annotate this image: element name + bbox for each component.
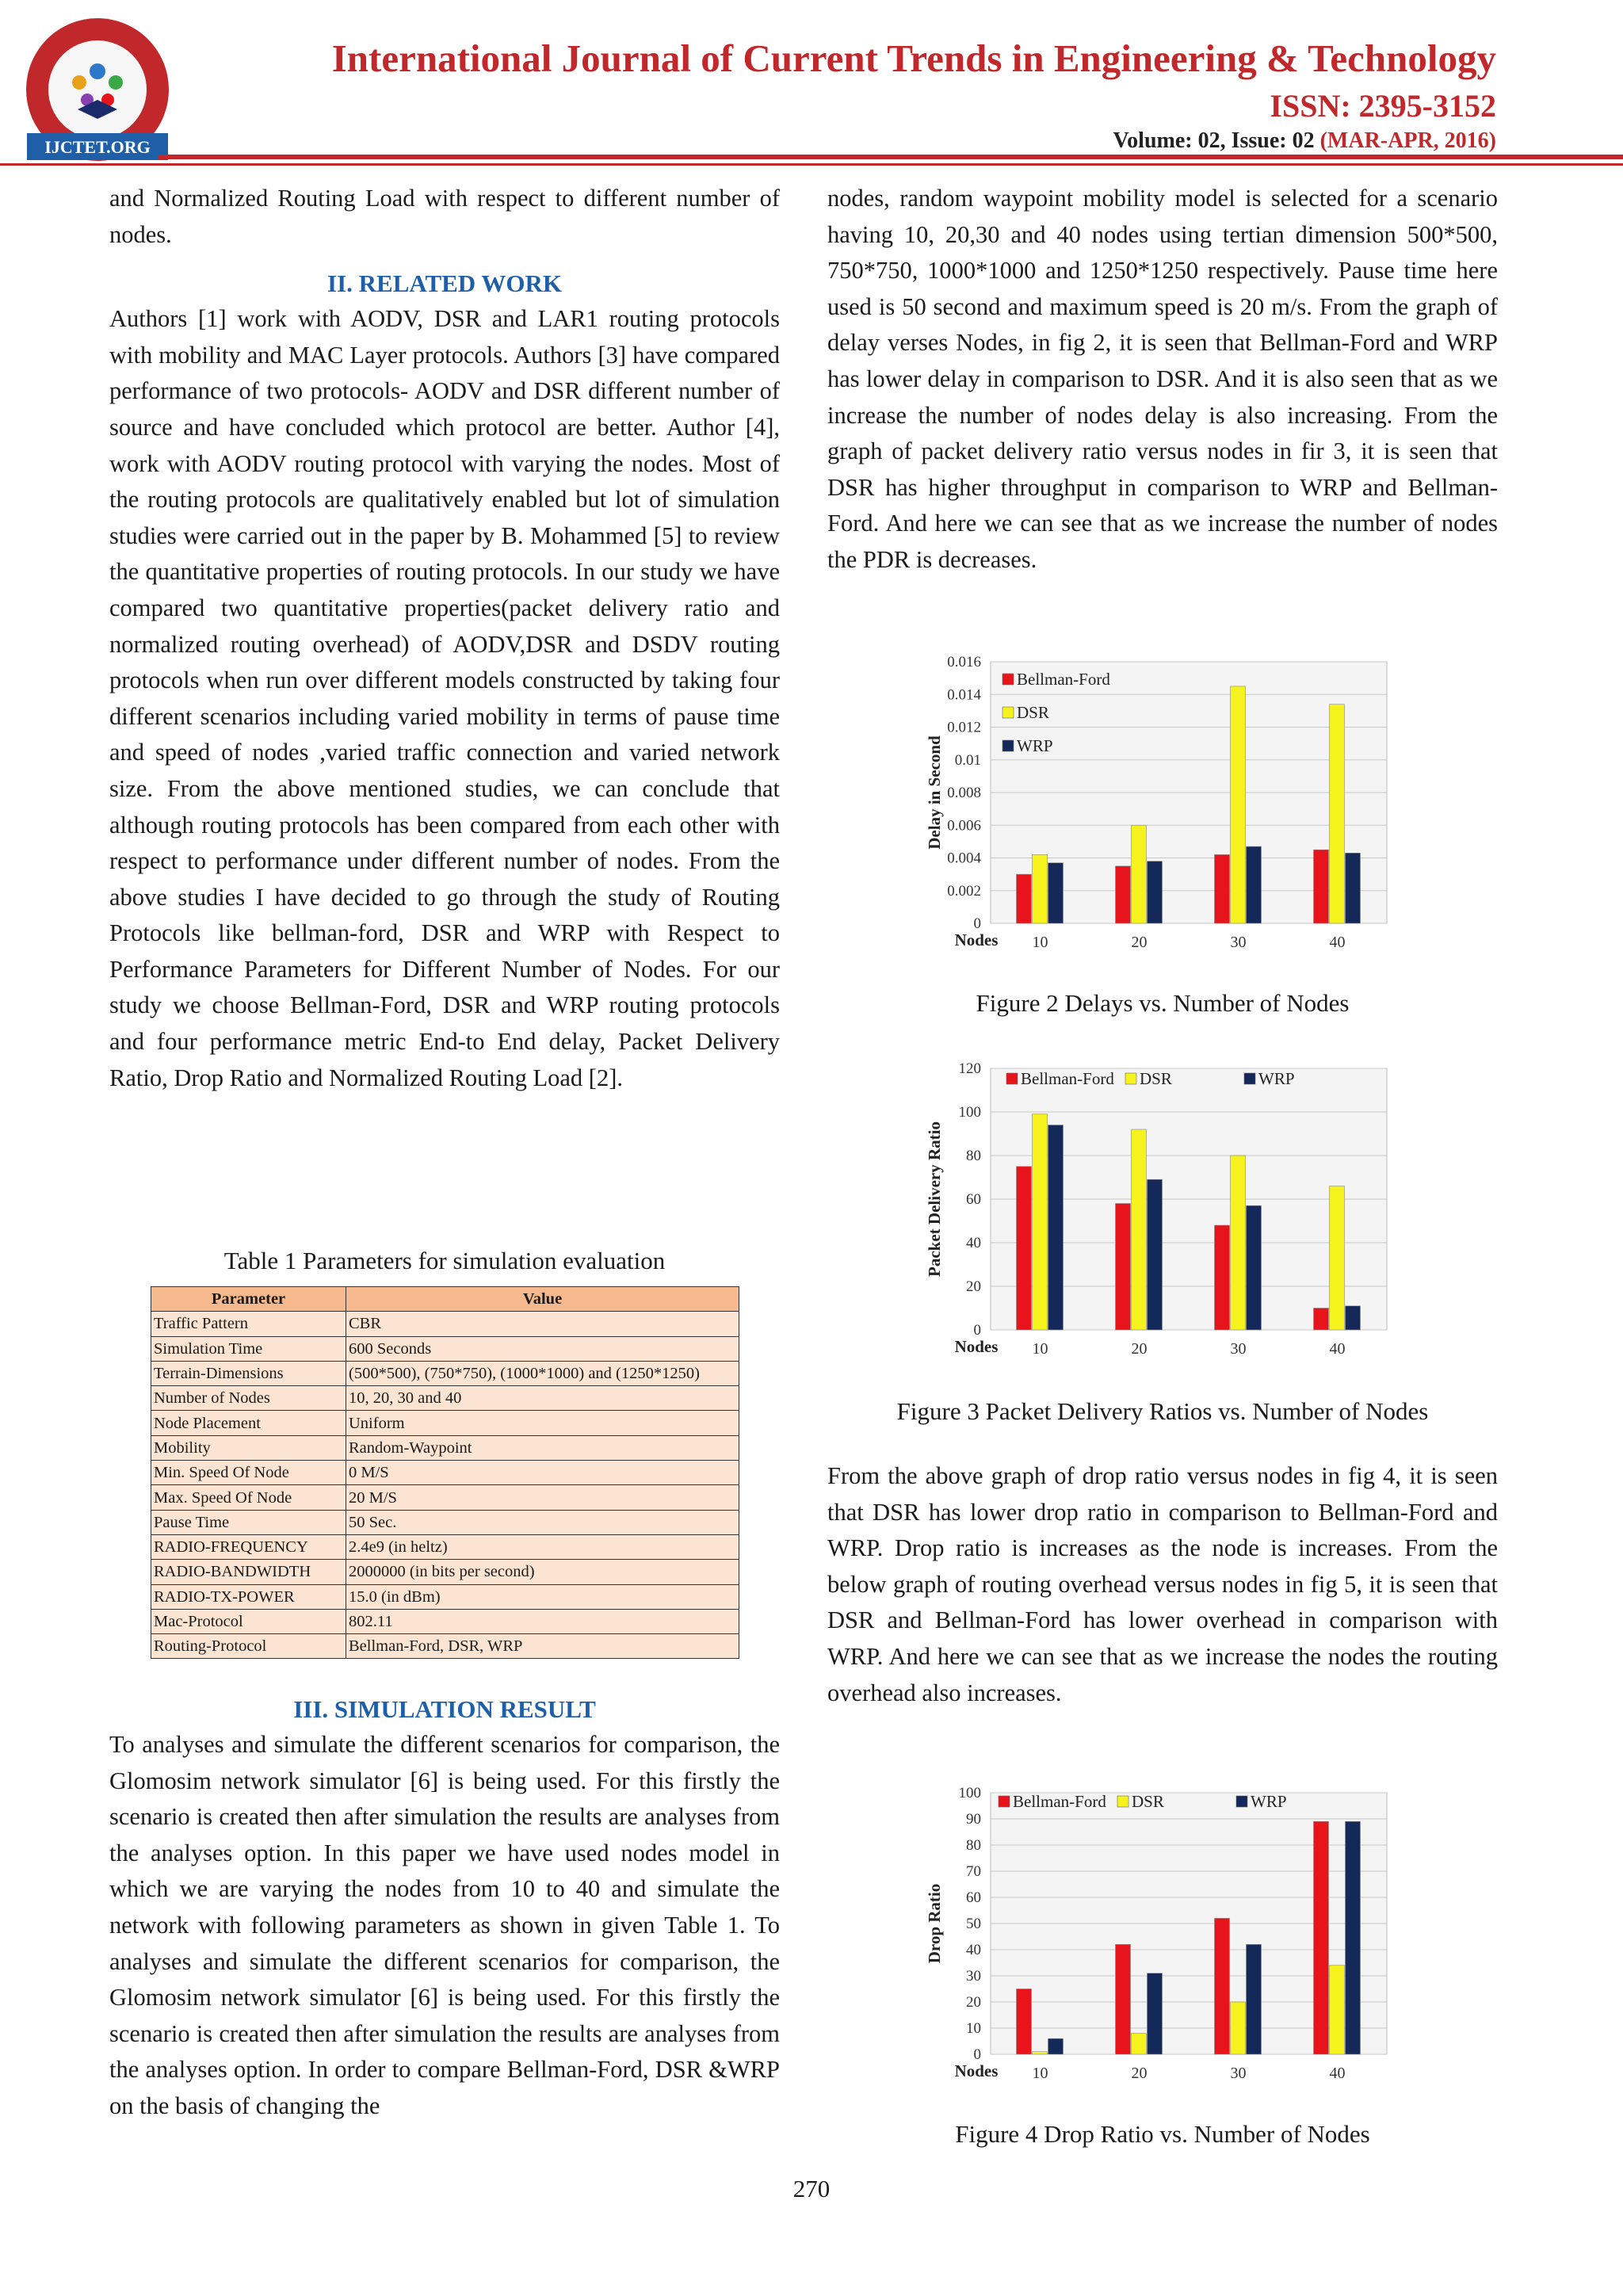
issue-period: (MAR-APR, 2016) xyxy=(1319,128,1496,153)
y-tick-label: 0 xyxy=(973,2046,981,2063)
bar-bellmanford-10 xyxy=(1017,874,1032,923)
bar-wrp-30 xyxy=(1247,1944,1262,2054)
results-paragraph-2-block xyxy=(827,1458,1498,1711)
y-tick-label: 90 xyxy=(966,1811,981,1828)
bar-dsr-20 xyxy=(1132,825,1147,923)
table-cell-value: 10, 20, 30 and 40 xyxy=(346,1386,739,1411)
legend-label: WRP xyxy=(1251,1792,1287,1811)
simulation-heading: III. SIMULATION RESULT xyxy=(293,1695,596,1723)
table-cell-parameter: Number of Nodes xyxy=(151,1386,346,1411)
table-row xyxy=(151,1534,739,1559)
table-row xyxy=(151,1584,739,1609)
logo-text: IJCTET.ORG xyxy=(44,137,151,157)
table-cell-parameter: Mobility xyxy=(151,1435,346,1460)
bar-wrp-20 xyxy=(1148,861,1163,923)
x-tick-label: 10 xyxy=(1032,2065,1048,2082)
y-tick-label: 10 xyxy=(966,2020,981,2037)
legend-swatch xyxy=(1002,674,1014,685)
legend-label: WRP xyxy=(1258,1069,1295,1088)
bar-bellmanford-40 xyxy=(1314,850,1329,923)
legend-label: DSR xyxy=(1132,1792,1164,1811)
x-tick-label: 30 xyxy=(1230,2065,1247,2082)
bar-wrp-30 xyxy=(1247,1205,1262,1330)
table-cell-parameter: RADIO-BANDWIDTH xyxy=(151,1560,346,1584)
y-tick-label: 40 xyxy=(966,1235,981,1251)
y-tick-label: 0.008 xyxy=(947,785,981,801)
results-paragraph-1: nodes, random waypoint mobility model is selected for a scenario having 10, 20,30 and 40 nodes using tertian dimension 500*500, 750*750, 1000*1000 and 1250*1250 respectively. Pause time here used is 50 second and maximum speed is 20 m/s. From the graph of delay verses Nodes, in fig 2, it is seen that Bellman-Ford and WRP has lower delay in comparison to DSR. And it is also seen that as we increase the number of nodes delay is also increasing. From the graph of packet delivery ratio versus nodes in fir 3, it is seen that DSR has higher throughput in comparison to WRP and Bellman-Ford. And here we can see that as we increase the number of nodes the PDR is decreases. xyxy=(827,185,1498,573)
pdr-chart xyxy=(919,1052,1395,1389)
y-tick-label: 0 xyxy=(973,1322,981,1339)
x-tick-label: 20 xyxy=(1131,2065,1148,2082)
table-row xyxy=(151,1386,739,1411)
bar-dsr-10 xyxy=(1033,2052,1048,2054)
parameters-table xyxy=(151,1286,739,1659)
bar-dsr-10 xyxy=(1033,1114,1048,1330)
table-row xyxy=(151,1411,739,1435)
y-tick-label: 100 xyxy=(958,1785,981,1801)
y-tick-label: 80 xyxy=(966,1837,981,1854)
related-work-heading: II. RELATED WORK xyxy=(327,269,562,298)
bar-wrp-20 xyxy=(1148,1179,1163,1330)
table-cell-parameter: Node Placement xyxy=(151,1411,346,1435)
legend-label: Bellman-Ford xyxy=(1013,1792,1106,1811)
bar-bellmanford-20 xyxy=(1116,1204,1131,1331)
bar-bellmanford-30 xyxy=(1215,854,1230,923)
x-tick-label: 20 xyxy=(1131,934,1148,951)
bar-wrp-10 xyxy=(1048,2038,1064,2054)
bar-bellmanford-30 xyxy=(1215,1918,1230,2054)
table-row xyxy=(151,1435,739,1460)
y-tick-label: 120 xyxy=(958,1060,981,1077)
table-cell-value: Uniform xyxy=(346,1411,739,1435)
bar-dsr-40 xyxy=(1330,705,1345,923)
table-cell-value: 50 Sec. xyxy=(346,1510,739,1534)
journal-logo xyxy=(22,14,173,165)
x-axis-label: Nodes xyxy=(954,930,999,949)
table-cell-value: 0 M/S xyxy=(346,1461,739,1485)
left-column xyxy=(109,181,780,1096)
y-axis-label: Packet Delivery Ratio xyxy=(925,1121,944,1277)
results-paragraph-2: From the above graph of drop ratio versus nodes in fig 4, it is seen that DSR has lower drop ratio in comparison to Bellman-Ford and WRP. Drop ratio is increases as the node is increases. From the below graph of routing overhead versus nodes in fig 5, it is seen that DSR and Bellman-Ford has lower overhead in comparison with WRP. And here we can see that as we increase the nodes the routing overhead also increases. xyxy=(827,1462,1498,1706)
x-tick-label: 40 xyxy=(1329,934,1346,951)
bar-wrp-20 xyxy=(1148,1973,1163,2054)
table-row xyxy=(151,1560,739,1584)
legend-label: Bellman-Ford xyxy=(1021,1069,1114,1088)
bar-bellmanford-10 xyxy=(1017,1167,1032,1330)
x-tick-label: 30 xyxy=(1230,934,1247,951)
x-tick-label: 20 xyxy=(1131,1340,1148,1358)
table-cell-value: 2000000 (in bits per second) xyxy=(346,1560,739,1584)
table-cell-parameter: Simulation Time xyxy=(151,1336,346,1361)
drop-ratio-chart xyxy=(919,1775,1395,2116)
y-tick-label: 0.01 xyxy=(954,751,981,769)
x-axis-label: Nodes xyxy=(954,1337,999,1356)
bar-dsr-30 xyxy=(1231,2002,1246,2054)
x-tick-label: 40 xyxy=(1329,1340,1346,1358)
legend-swatch xyxy=(1125,1073,1136,1084)
legend-swatch xyxy=(1002,740,1014,751)
intro-paragraph: and Normalized Routing Load with respect to different number of nodes. xyxy=(109,185,780,248)
legend-swatch xyxy=(1006,1073,1018,1084)
bar-wrp-40 xyxy=(1346,853,1361,923)
figure-4-caption: Figure 4 Drop Ratio vs. Number of Nodes xyxy=(955,2120,1370,2148)
y-tick-label: 0.002 xyxy=(947,882,981,900)
table-row xyxy=(151,1510,739,1534)
figure-2-caption: Figure 2 Delays vs. Number of Nodes xyxy=(976,989,1350,1017)
table-cell-value: Random-Waypoint xyxy=(346,1435,739,1460)
table-cell-parameter: Pause Time xyxy=(151,1510,346,1534)
y-tick-label: 0.012 xyxy=(947,719,981,736)
y-tick-label: 40 xyxy=(966,1942,981,1958)
bar-bellmanford-40 xyxy=(1314,1308,1329,1331)
table-header-value: Value xyxy=(346,1287,739,1312)
legend-swatch xyxy=(1244,1073,1255,1084)
y-tick-label: 60 xyxy=(966,1191,981,1208)
x-tick-label: 40 xyxy=(1329,2065,1346,2082)
bar-bellmanford-30 xyxy=(1215,1225,1230,1330)
issn: ISSN: 2395-3152 xyxy=(1270,88,1496,124)
table-cell-parameter: Routing-Protocol xyxy=(151,1634,346,1659)
table-cell-value: CBR xyxy=(346,1312,739,1336)
legend-swatch xyxy=(1236,1796,1247,1807)
bar-dsr-10 xyxy=(1033,854,1048,923)
y-axis-label: Delay in Second xyxy=(925,735,944,850)
table-cell-parameter: Mac-Protocol xyxy=(151,1609,346,1633)
table-row xyxy=(151,1634,739,1659)
simulation-section xyxy=(109,1691,780,2125)
bar-bellmanford-20 xyxy=(1116,866,1131,923)
bar-wrp-30 xyxy=(1247,846,1262,923)
table-cell-parameter: RADIO-FREQUENCY xyxy=(151,1534,346,1559)
y-tick-label: 30 xyxy=(966,1968,981,1985)
bar-dsr-40 xyxy=(1330,1966,1345,2054)
y-axis-label: Drop Ratio xyxy=(925,1883,944,1964)
legend-label: Bellman-Ford xyxy=(1017,670,1110,689)
legend-label: DSR xyxy=(1140,1069,1172,1088)
y-tick-label: 80 xyxy=(966,1148,981,1164)
related-work-paragraph: Authors [1] work with AODV, DSR and LAR1 routing protocols with mobility and MAC Layer protocols. Authors [3] have compared performance of two protocols- AODV and DSR different number of source and have concluded which protocol are better. Author [4], work with AODV routing protocol with varying the nodes. Most of the routing protocols are qualitatively enabled but lot of simulation studies were carried out in the paper by B. Mohammed [5] to review the quantitative properties of routing protocols. In our study we have compared two quantitative properties(packet delivery ratio and normalized routing overhead) of AODV,DSR and DSDV routing protocols when run over different models constructed by taking four different scenarios including varied mobility in terms of pause time and speed of nodes ,varied traffic connection and varied network size. From the above mentioned studies, we can conclude that although routing protocols has been compared from each other with respect to performance under different number of nodes. From the above studies I have decided to go through the study of Routing Protocols like bellman-ford, DSR and WRP with Respect to Performance Parameters for Different Number of Nodes. For our study we choose Bellman-Ford, DSR and WRP routing protocols and four performance metric End-to End delay, Packet Delivery Ratio, Drop Ratio and Normalized Routing Load [2]. xyxy=(109,305,780,1091)
table-row xyxy=(151,1461,739,1485)
table-cell-parameter: RADIO-TX-POWER xyxy=(151,1584,346,1609)
table-row xyxy=(151,1336,739,1361)
y-tick-label: 100 xyxy=(958,1104,981,1121)
table-cell-value: Bellman-Ford, DSR, WRP xyxy=(346,1634,739,1659)
table-row xyxy=(151,1312,739,1336)
table-cell-value: (500*500), (750*750), (1000*1000) and (1250*1250) xyxy=(346,1361,739,1385)
legend-label: DSR xyxy=(1017,703,1049,722)
bar-dsr-40 xyxy=(1330,1186,1345,1331)
legend-swatch xyxy=(999,1796,1010,1807)
simulation-paragraph: To analyses and simulate the different scenarios for comparison, the Glomosim network simulator [6] is being used. For this firstly the scenario is created then after simulation the results are analyses from the analyses option. In this paper we have used nodes model in which we are varying the nodes from 10 to 40 and simulate the network with following parameters as shown in given Table 1. To analyses and simulate the different scenarios for comparison, the Glomosim network simulator [6] is being used. For this firstly the scenario is created then after simulation the results are analyses from the analyses option. In order to compare Bellman-Ford, DSR &WRP on the basis of changing the xyxy=(109,1731,780,2119)
journal-title: International Journal of Current Trends in Engineering & Technology xyxy=(331,36,1496,80)
table-cell-value: 15.0 (in dBm) xyxy=(346,1584,739,1609)
x-axis-label: Nodes xyxy=(954,2061,999,2080)
table-cell-parameter: Max. Speed Of Node xyxy=(151,1485,346,1510)
bar-wrp-10 xyxy=(1048,1125,1064,1331)
page-number: 270 xyxy=(792,2175,831,2202)
table-header-parameter: Parameter xyxy=(151,1287,346,1312)
y-tick-label: 70 xyxy=(966,1863,981,1880)
bar-wrp-40 xyxy=(1346,1306,1361,1330)
bar-dsr-20 xyxy=(1132,2034,1147,2054)
bar-dsr-30 xyxy=(1231,686,1246,923)
y-tick-label: 0 xyxy=(973,915,981,932)
table-cell-parameter: Traffic Pattern xyxy=(151,1312,346,1336)
table-cell-value: 2.4e9 (in heltz) xyxy=(346,1534,739,1559)
figure-3-caption: Figure 3 Packet Delivery Ratios vs. Number of Nodes xyxy=(896,1397,1429,1425)
x-tick-label: 10 xyxy=(1032,1340,1048,1358)
table-cell-parameter: Min. Speed Of Node xyxy=(151,1461,346,1485)
header-rule-thin xyxy=(0,163,1623,166)
delay-chart xyxy=(919,646,1395,987)
bar-bellmanford-10 xyxy=(1017,1989,1032,2055)
bar-dsr-30 xyxy=(1231,1156,1246,1330)
y-tick-label: 50 xyxy=(966,1916,981,1932)
y-tick-label: 0.016 xyxy=(947,654,981,670)
table-cell-value: 20 M/S xyxy=(346,1485,739,1510)
bar-bellmanford-20 xyxy=(1116,1944,1131,2054)
x-tick-label: 10 xyxy=(1032,934,1048,951)
table-row xyxy=(151,1361,739,1385)
bar-wrp-40 xyxy=(1346,1821,1361,2054)
table-row xyxy=(151,1485,739,1510)
y-tick-label: 60 xyxy=(966,1889,981,1906)
bar-wrp-10 xyxy=(1048,863,1064,923)
y-tick-label: 0.014 xyxy=(947,686,981,704)
legend-swatch xyxy=(1117,1796,1128,1807)
volume-issue xyxy=(1113,128,1496,154)
y-tick-label: 0.004 xyxy=(947,850,981,867)
bar-bellmanford-40 xyxy=(1314,1821,1329,2054)
table-header-row xyxy=(151,1287,739,1312)
header-rule xyxy=(158,155,1623,159)
table-cell-value: 600 Seconds xyxy=(346,1336,739,1361)
y-tick-label: 0.006 xyxy=(947,817,981,835)
x-tick-label: 30 xyxy=(1230,1340,1247,1358)
table-caption: Table 1 Parameters for simulation evaluation xyxy=(223,1247,666,1274)
table-row xyxy=(151,1609,739,1633)
volume-text: Volume: 02, Issue: 02 xyxy=(1113,128,1315,153)
table-cell-parameter: Terrain-Dimensions xyxy=(151,1361,346,1385)
right-column xyxy=(827,181,1498,579)
legend-label: WRP xyxy=(1017,736,1053,755)
bar-dsr-20 xyxy=(1132,1129,1147,1330)
table-cell-value: 802.11 xyxy=(346,1609,739,1633)
y-tick-label: 20 xyxy=(966,1278,981,1295)
y-tick-label: 20 xyxy=(966,1994,981,2011)
legend-swatch xyxy=(1002,707,1014,718)
